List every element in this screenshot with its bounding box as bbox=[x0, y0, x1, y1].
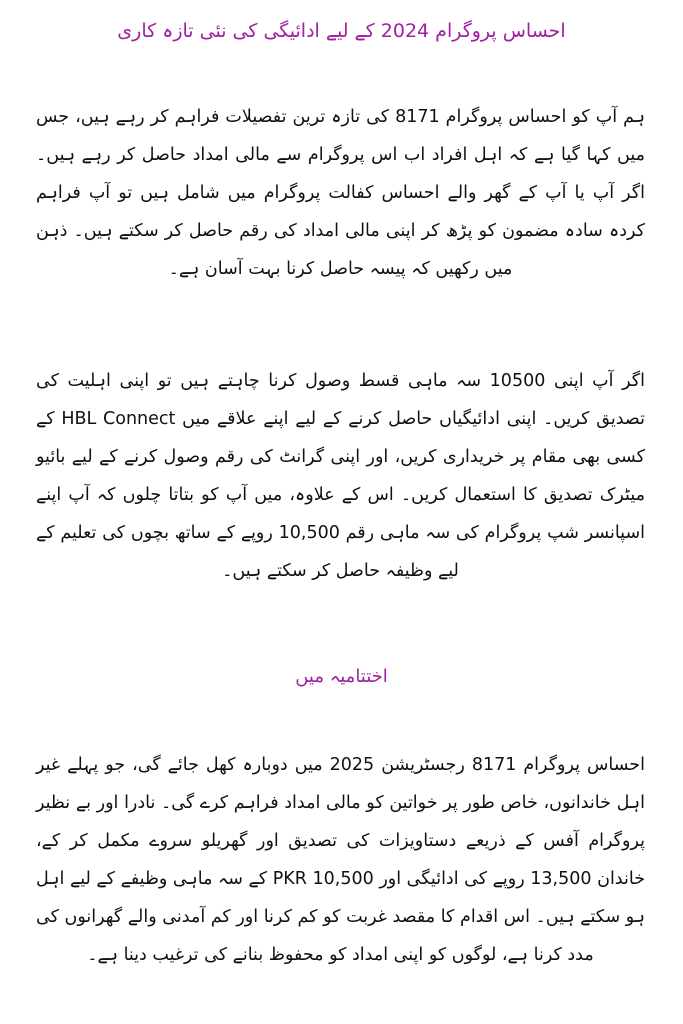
conclusion-paragraph: احساس پروگرام 8171 رجسٹریشن 2025 میں دوبارہ کھل جائے گی، جو پہلے غیر اہل خاندانوں، خاص طور پر خواتین کو مالی امداد فراہم کرے گی۔ نادرا اور بے نظیر پروگرام آفس کے ذریعے دستاویزات کی تصدیق اور گھریلو سروے مکمل کر کے، خاندان 13,500 روپے کی ادائیگی اور PKR 10,500 کے سہ ماہی وظیفے کے لیے اہل ہو سکتے ہیں۔ اس اقدام کا مقصد غربت کو کم کرنا اور کم آمدنی والے گھرانوں کی مدد کرنا ہے، لوگوں کو اپنی امداد کو محفوظ بنانے کی ترغیب دینا ہے۔ bbox=[36, 755, 646, 965]
eligibility-paragraph: اگر آپ اپنی 10500 سہ ماہی قسط وصول کرنا چاہتے ہیں تو اپنی اہلیت کی تصدیق کریں۔ اپنی ادائیگیاں حاصل کرنے کے لیے اپنے علاقے میں HBL Connect کے کسی بھی مقام پر خریداری کریں، اور اپنی گرانٹ کی رقم وصول کرنے کے لیے بائیو میٹرک تصدیق کا استعمال کریں۔ اس کے علاوہ، میں آپ کو بتاتا چلوں کہ آپ اپنے اسپانسر شپ پروگرام کی سہ ماہی رقم 10,500 روپے کے ساتھ بچوں کی تعلیم کے لیے وظیفہ حاصل کر سکتے ہیں۔ bbox=[36, 371, 645, 581]
conclusion-heading: اختتامیہ میں bbox=[295, 666, 388, 687]
intro-paragraph: ہم آپ کو احساس پروگرام 8171 کی تازہ ترین تفصیلات فراہم کر رہے ہیں، جس میں کہا گیا ہے کہ اہل افراد اب اس پروگرام سے مالی امداد حاصل کر رہے ہیں۔ اگر آپ یا آپ کے گھر والے احساس کفالت پروگرام میں شامل ہیں تو آپ فراہم کردہ سادہ مضمون کو پڑھ کر اپنی مالی امداد کی رقم حاصل کر سکتے ہیں۔ ذہن میں رکھیں کہ پیسہ حاصل کرنا بہت آسان ہے۔ bbox=[36, 107, 645, 279]
article-title: احساس پروگرام 2024 کے لیے ادائیگی کی نئی تازہ کاری bbox=[117, 20, 566, 42]
